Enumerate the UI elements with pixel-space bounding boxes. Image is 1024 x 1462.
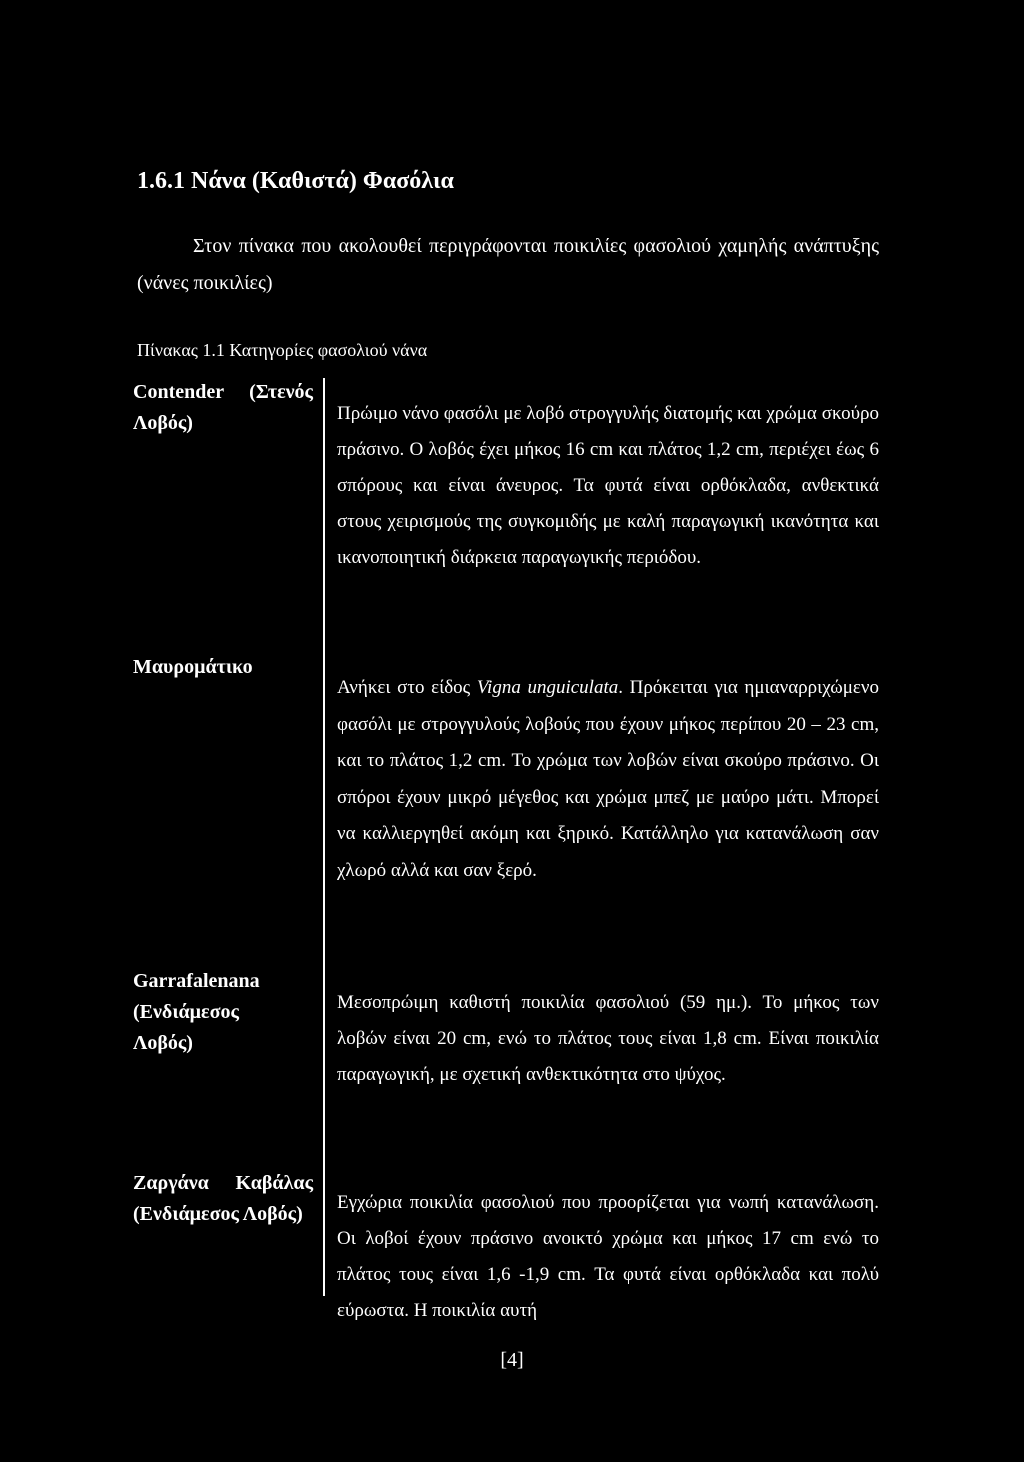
page-number: [4] [500, 1349, 524, 1371]
variety-name-zargana-kavalas: Ζαργάνα Καβάλας (Ενδιάμεσος Λοβός) [133, 1172, 313, 1225]
description-text: Ανήκει στο είδος [337, 677, 477, 698]
variety-description-garrafalenana: Μεσοπρώιμη καθιστή ποικιλία φασολιού (59 ημ.). Το μήκος των λοβών είναι 20 cm, ενώ το πλάτος τους είναι 1,8 cm. Είναι ποικιλία παραγωγική, με σχετική ανθεκτικότητα στο ψύχος. [337, 992, 879, 1085]
variety-description-zargana-kavalas: Εγχώρια ποικιλία φασολιού που προορίζεται για νωπή κατανάλωση. Οι λοβοί έχουν πράσινο ανοικτό χρώμα και μήκος 17 cm ενώ το πλάτος τους είναι 1,6 -1,9 cm. Τα φυτά είναι ορθόκλαδα και πολύ εύρωστα. Η ποικιλία αυτή [337, 1192, 879, 1321]
variety-description-contender: Πρώιμο νάνο φασόλι με λοβό στρογγυλής διατομής και χρώμα σκούρο πράσινο. Ο λοβός έχει μήκος 16 cm και πλάτος 1,2 cm, περιέχει έως 6 σπόρους και είναι άνευρος. Τα φυτά είναι ορθόκλαδα, ανθεκτικά στους χειρισμούς της συγκομιδής με καλή παραγωγική ικανότητα και ικανοποιητική διάρκεια παραγωγικής περιόδου. [337, 403, 879, 568]
intro-paragraph [137, 228, 879, 302]
variety-name-contender: Contender (Στενός Λοβός) [133, 381, 313, 434]
variety-name-garrafalenana: Garrafalenana (Ενδιάμεσος Λοβός) [133, 970, 260, 1054]
variety-description-mavromatiko [337, 670, 879, 889]
table-caption: Πίνακας 1.1 Κατηγορίες φασολιού νάνα [137, 340, 428, 360]
species-name: Vigna unguiculata [476, 677, 619, 698]
description-text: . Πρόκειται για ημιαναρριχώμενο φασόλι με στρογγυλούς λοβούς που έχουν μήκος περίπου 20 – 23 cm, και το πλάτος 1,2 cm. Το χρώμα των λοβών είναι σκούρο πράσινο. Οι σπόροι έχουν μικρό μέγεθος και χρώμα μπεζ με μαύρο μάτι. Μπορεί να καλλιεργηθεί ακόμη και ξηρικό. Κατάλληλο για κατανάλωση σαν χλωρό αλλά και σαν ξερό. [337, 677, 879, 881]
table-divider [323, 378, 325, 1296]
variety-name-mavromatiko: Μαυρομάτικο [133, 656, 253, 678]
intro-text: Στον πίνακα που ακολουθεί περιγράφονται ποικιλίες φασολιού χαμηλής ανάπτυξης (νάνες ποικιλίες) [137, 235, 879, 294]
section-title: 1.6.1 Νάνα (Καθιστά) Φασόλια [137, 168, 454, 194]
